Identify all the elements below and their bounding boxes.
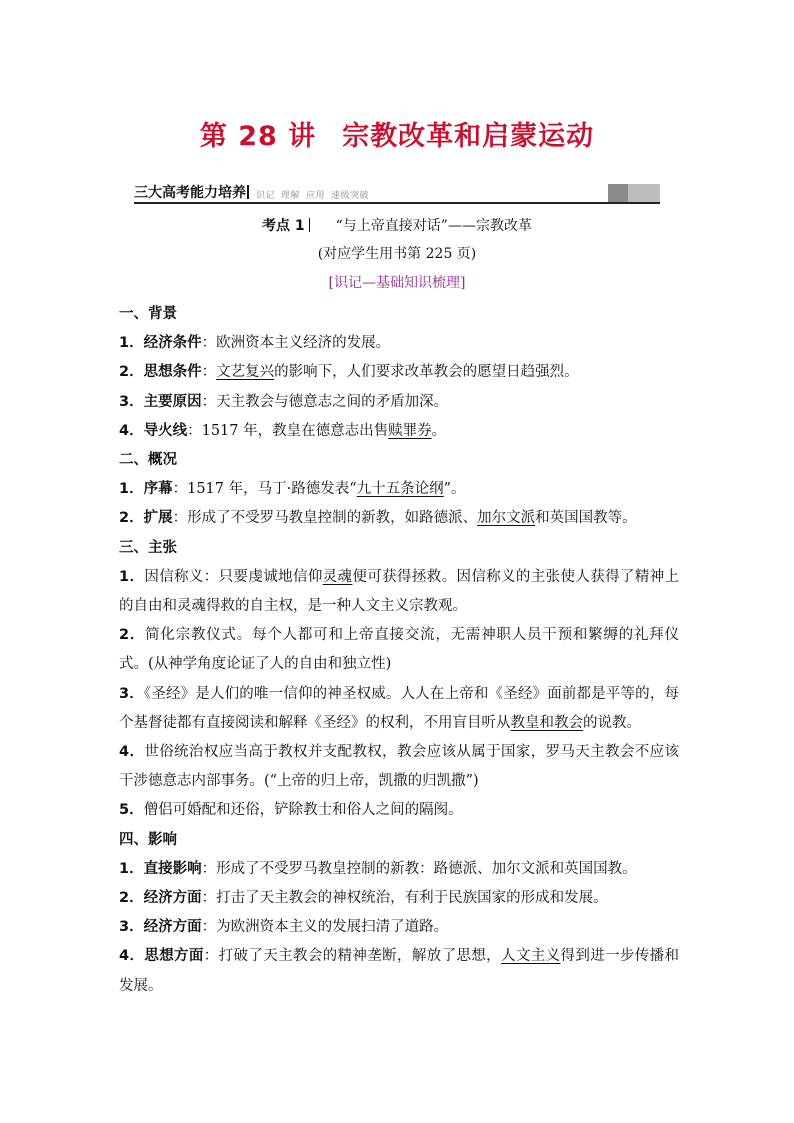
- section-heading: 二、概况: [119, 452, 177, 469]
- page-title: [0, 114, 794, 153]
- list-item: 2．简化宗教仪式。每个人都可和上帝直接交流，无需神职人员干预和繁缛的礼拜仪式。(从神学角度论证了人的自由和独立性): [119, 627, 679, 673]
- topic-heading: [0, 215, 794, 235]
- banner-subtitle: 识记 理解 应用 速级突破: [256, 191, 370, 201]
- list-item: 4．导火线：1517 年，教皇在德意志出售赎罪券。: [119, 422, 447, 439]
- topic-label: 考点 1: [262, 218, 305, 234]
- content-body: [119, 300, 679, 1001]
- banner-label: 三大高考能力培养: [134, 184, 251, 202]
- lecture-number: 第 28 讲: [199, 121, 317, 152]
- list-item: 2．经济方面：打击了天主教会的神权统治，有利于民族国家的形成和发展。: [119, 890, 608, 907]
- list-item: 3．经济方面：为欧洲资本主义的发展扫清了道路。: [119, 919, 449, 936]
- topic-text: “与上帝直接对话”——宗教改革: [335, 218, 532, 234]
- banner-rule: [134, 202, 660, 204]
- list-item: 1．直接影响：形成了不受罗马教皇控制的新教：路德派、加尔文派和英国国教。: [119, 860, 637, 877]
- list-item: 4．世俗统治权应当高于教权并支配教权，教会应该从属于国家，罗马天主教会不应该干涉德意志内部事务。(“上帝的归上帝，凯撒的归凯撒”): [119, 744, 680, 790]
- banner-decoration-dark: [608, 184, 628, 202]
- list-item: 3．《圣经》是人们的唯一信仰的神圣权威。人人在上帝和《圣经》面前都是平等的，每个基督徒都有直接阅读和解释《圣经》的权利，不用盲目听从教皇和教会的说教。: [119, 685, 680, 731]
- list-item: 1．序幕：1517 年，马丁·路德发表“九十五条论纲”。: [119, 481, 466, 498]
- list-item: 2．思想条件：文艺复兴的影响下，人们要求改革教会的愿望日趋强烈。: [119, 364, 579, 381]
- list-item: 4．思想方面：打破了天主教会的精神垄断，解放了思想，人文主义得到进一步传播和发展。: [119, 948, 680, 994]
- ability-banner: [134, 184, 660, 204]
- list-item: 5．僧侣可婚配和还俗，铲除教士和俗人之间的隔阂。: [119, 802, 463, 819]
- section-heading: 四、影响: [119, 831, 177, 848]
- section-heading: 一、背景: [119, 306, 177, 322]
- list-item: 2．扩展：形成了不受罗马教皇控制的新教，如路德派、加尔文派和英国国教等。: [119, 510, 637, 527]
- book-reference: (对应学生用书第 225 页): [317, 246, 477, 262]
- list-item: 1．因信称义：只要虔诚地信仰灵魂便可获得拯救。因信称义的主张使人获得了精神上的自由和灵魂得救的自主权，是一种人文主义宗教观。: [119, 568, 680, 615]
- banner-decoration-light: [628, 184, 660, 202]
- lecture-topic: 宗教改革和启蒙运动: [342, 121, 595, 152]
- list-item: 1．经济条件：欧洲资本主义经济的发展。: [119, 335, 391, 352]
- section-tag: [识记—基础知识梳理]: [328, 275, 466, 291]
- list-item: 3．主要原因：天主教会与德意志之间的矛盾加深。: [119, 393, 449, 410]
- section-heading: 三、主张: [119, 539, 177, 556]
